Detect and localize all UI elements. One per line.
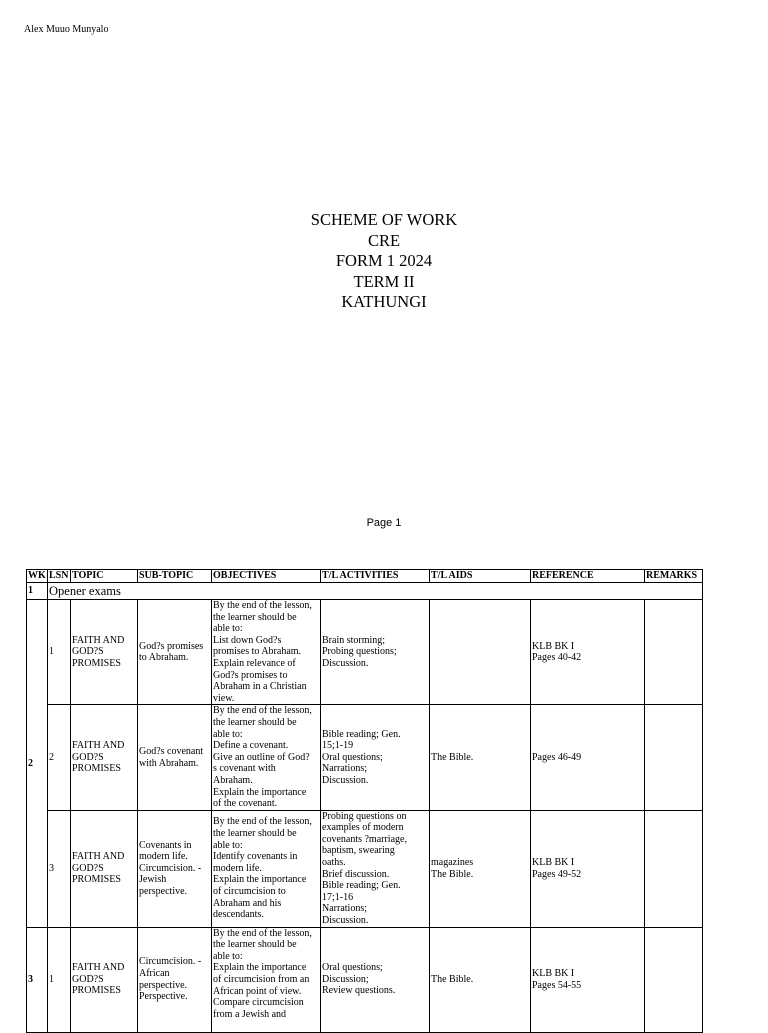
- cell-line: of circumcision from an: [213, 974, 310, 985]
- cell-line: Brief discussion.: [322, 868, 390, 880]
- cell-line: s covenant with: [213, 763, 276, 775]
- aids-cell: [430, 810, 531, 927]
- objectives-cell: [212, 810, 321, 927]
- topic-cell: [71, 705, 138, 810]
- header-activities: T/L ACTIVITIES: [321, 570, 430, 583]
- reference-cell: [531, 927, 645, 1032]
- cell-line: Discussion;: [322, 973, 369, 985]
- cell-line: able to:: [213, 839, 243, 851]
- cell-line: The Bible.: [431, 751, 474, 763]
- cell-line: Abraham and his: [213, 897, 282, 909]
- cell-line: the learner should be: [213, 939, 297, 951]
- cell-line: African point of view.: [213, 985, 302, 997]
- cell-line: Define a covenant.: [213, 740, 289, 752]
- objectives-cell: [212, 600, 321, 705]
- cell-line: Identify covenants in: [213, 851, 298, 863]
- cell-line: able to:: [213, 728, 243, 740]
- title-line: CRE: [367, 230, 401, 250]
- table-row: [27, 600, 703, 705]
- cell-line: FAITH AND: [72, 740, 125, 752]
- week-number: 3: [27, 927, 48, 1032]
- aids-cell: [430, 600, 531, 705]
- cell-line: The Bible.: [431, 973, 474, 985]
- cell-line: PROMISES: [72, 874, 121, 886]
- cell-line: PROMISES: [72, 985, 121, 997]
- cell-line: The Bible.: [431, 868, 474, 880]
- cell-line: to Abraham.: [139, 652, 189, 664]
- cell-line: God?s promises to: [213, 669, 288, 681]
- cell-line: the learner should be: [213, 716, 297, 728]
- title-line: KATHUNGI: [341, 292, 427, 311]
- subtopic-cell: [138, 705, 212, 810]
- cell-line: GOD?S: [72, 751, 104, 763]
- cell-line: By the end of the lesson,: [213, 705, 312, 717]
- cell-line: Circumcision. -: [139, 956, 202, 968]
- cell-line: Narrations;: [322, 903, 367, 915]
- activities-cell: [321, 927, 430, 1032]
- cell-line: 15;1-19: [322, 740, 354, 752]
- cell-line: view.: [213, 692, 235, 704]
- cell-line: By the end of the lesson,: [213, 927, 312, 939]
- reference-cell: [531, 810, 645, 927]
- header-lsn: LSN: [48, 570, 71, 583]
- page-number: Page 1: [366, 517, 402, 529]
- aids-cell: [430, 927, 531, 1032]
- header-row: [27, 570, 703, 583]
- cell-line: Circumcision. -: [139, 862, 202, 874]
- activities-cell: [321, 600, 430, 705]
- subtopic-cell: [138, 600, 212, 705]
- cell-line: Explain relevance of: [213, 657, 296, 669]
- cell-line: Explain the importance: [213, 874, 307, 886]
- cell-line: the learner should be: [213, 828, 297, 840]
- cell-line: magazines: [431, 857, 474, 869]
- remarks-cell: [645, 927, 703, 1032]
- cell-line: Pages 46-49: [532, 751, 582, 763]
- objectives-cell: [212, 927, 321, 1032]
- author-name: Alex Muuo Munyalo: [24, 24, 109, 35]
- cell-line: Explain the importance: [213, 786, 307, 798]
- cell-line: able to:: [213, 950, 243, 962]
- lesson-number: 3: [48, 810, 71, 927]
- cell-line: Explain the importance: [213, 962, 307, 974]
- cell-line: Give an outline of God?: [213, 751, 310, 763]
- cell-line: Perspective.: [139, 991, 188, 1003]
- lesson-number: 1: [48, 600, 71, 705]
- cell-line: FAITH AND: [72, 634, 125, 646]
- subtopic-cell: [138, 810, 212, 927]
- cell-line: Oral questions;: [322, 751, 383, 763]
- cell-line: Probing questions on: [322, 810, 407, 822]
- cell-line: Pages 40-42: [532, 652, 582, 664]
- cell-line: Narrations;: [322, 763, 367, 775]
- header-remarks: REMARKS: [645, 570, 703, 583]
- table-row: [27, 927, 703, 1032]
- cell-line: Abraham in a Christian: [213, 681, 307, 693]
- header-aids: T/L AIDS: [430, 570, 531, 583]
- cell-line: Bible reading; Gen.: [322, 728, 401, 740]
- week-number: 2: [27, 600, 48, 928]
- cell-line: Discussion.: [322, 915, 369, 927]
- cell-line: PROMISES: [72, 657, 121, 669]
- cell-line: Covenants in: [139, 839, 192, 851]
- cell-line: descendants.: [213, 909, 264, 921]
- objectives-cell: [212, 705, 321, 810]
- cell-line: List down God?s: [213, 634, 282, 646]
- title-line: FORM 1 2024: [335, 251, 433, 270]
- cell-line: from a Jewish and: [213, 1008, 287, 1020]
- activities-cell: [321, 705, 430, 810]
- cell-line: FAITH AND: [72, 962, 125, 974]
- topic-cell: [71, 927, 138, 1032]
- cell-line: Brain storming;: [322, 634, 386, 646]
- table-row: [27, 705, 703, 810]
- cell-line: able to:: [213, 623, 243, 635]
- cell-line: PROMISES: [72, 763, 121, 775]
- document-title: [0, 210, 768, 313]
- header-subtopic: SUB-TOPIC: [138, 570, 212, 583]
- header-wk: WK: [28, 570, 46, 581]
- cell-line: Abraham.: [213, 774, 253, 786]
- title-line: TERM II: [353, 271, 415, 291]
- cell-line: of the covenant.: [213, 798, 278, 810]
- cell-line: Review questions.: [322, 985, 396, 997]
- aids-cell: [430, 705, 531, 810]
- cell-line: Jewish: [139, 874, 167, 886]
- cell-line: God?s promises: [139, 640, 204, 652]
- remarks-cell: [645, 810, 703, 927]
- cell-line: By the end of the lesson,: [213, 600, 312, 611]
- cell-line: By the end of the lesson,: [213, 816, 312, 828]
- cell-line: with Abraham.: [139, 757, 199, 769]
- lesson-number: 1: [48, 927, 71, 1032]
- cell-line: Pages 54-55: [532, 979, 582, 991]
- cell-line: KLB BK I: [532, 968, 575, 980]
- cell-line: FAITH AND: [72, 851, 125, 863]
- cell-line: GOD?S: [72, 862, 104, 874]
- cell-line: KLB BK I: [532, 640, 575, 652]
- header-objectives: OBJECTIVES: [212, 570, 321, 583]
- cell-line: African: [139, 968, 170, 980]
- table-row: [27, 810, 703, 927]
- cell-line: Probing questions;: [322, 646, 397, 658]
- lesson-number: 2: [48, 705, 71, 810]
- cell-line: baptism, swearing: [322, 845, 395, 857]
- cell-line: Oral questions;: [322, 962, 383, 974]
- scheme-of-work-table: [26, 569, 703, 1033]
- remarks-cell: [645, 705, 703, 810]
- header-topic: TOPIC: [71, 570, 138, 583]
- cell-line: modern life.: [139, 851, 188, 863]
- cell-line: GOD?S: [72, 646, 104, 658]
- cell-line: 17;1-16: [322, 891, 354, 903]
- activities-cell: [321, 810, 430, 927]
- cell-line: Bible reading; Gen.: [322, 880, 401, 892]
- cell-line: Pages 49-52: [532, 868, 582, 880]
- reference-cell: [531, 705, 645, 810]
- cell-line: oaths.: [322, 857, 346, 869]
- header-reference: REFERENCE: [531, 570, 645, 583]
- cell-line: Discussion.: [322, 774, 369, 786]
- week-number: 1: [27, 583, 48, 600]
- cell-line: modern life.: [213, 862, 262, 874]
- reference-cell: [531, 600, 645, 705]
- opener-exams-note: Opener exams: [48, 583, 703, 600]
- cell-line: Compare circumcision: [213, 997, 304, 1009]
- cell-line: perspective.: [139, 979, 188, 991]
- remarks-cell: [645, 600, 703, 705]
- topic-cell: [71, 810, 138, 927]
- cell-line: Discussion.: [322, 657, 369, 669]
- subtopic-cell: [138, 927, 212, 1032]
- week-1-row: [27, 583, 703, 600]
- cell-line: promises to Abraham.: [213, 646, 302, 658]
- cell-line: covenants ?marriage,: [322, 833, 407, 845]
- cell-line: KLB BK I: [532, 857, 575, 869]
- title-line: SCHEME OF WORK: [310, 210, 458, 229]
- cell-line: GOD?S: [72, 973, 104, 985]
- cell-line: God?s covenant: [139, 745, 204, 757]
- topic-cell: [71, 600, 138, 705]
- cell-line: examples of modern: [322, 822, 404, 834]
- cell-line: the learner should be: [213, 611, 297, 623]
- cell-line: of circumcision to: [213, 886, 286, 898]
- cell-line: perspective.: [139, 886, 188, 898]
